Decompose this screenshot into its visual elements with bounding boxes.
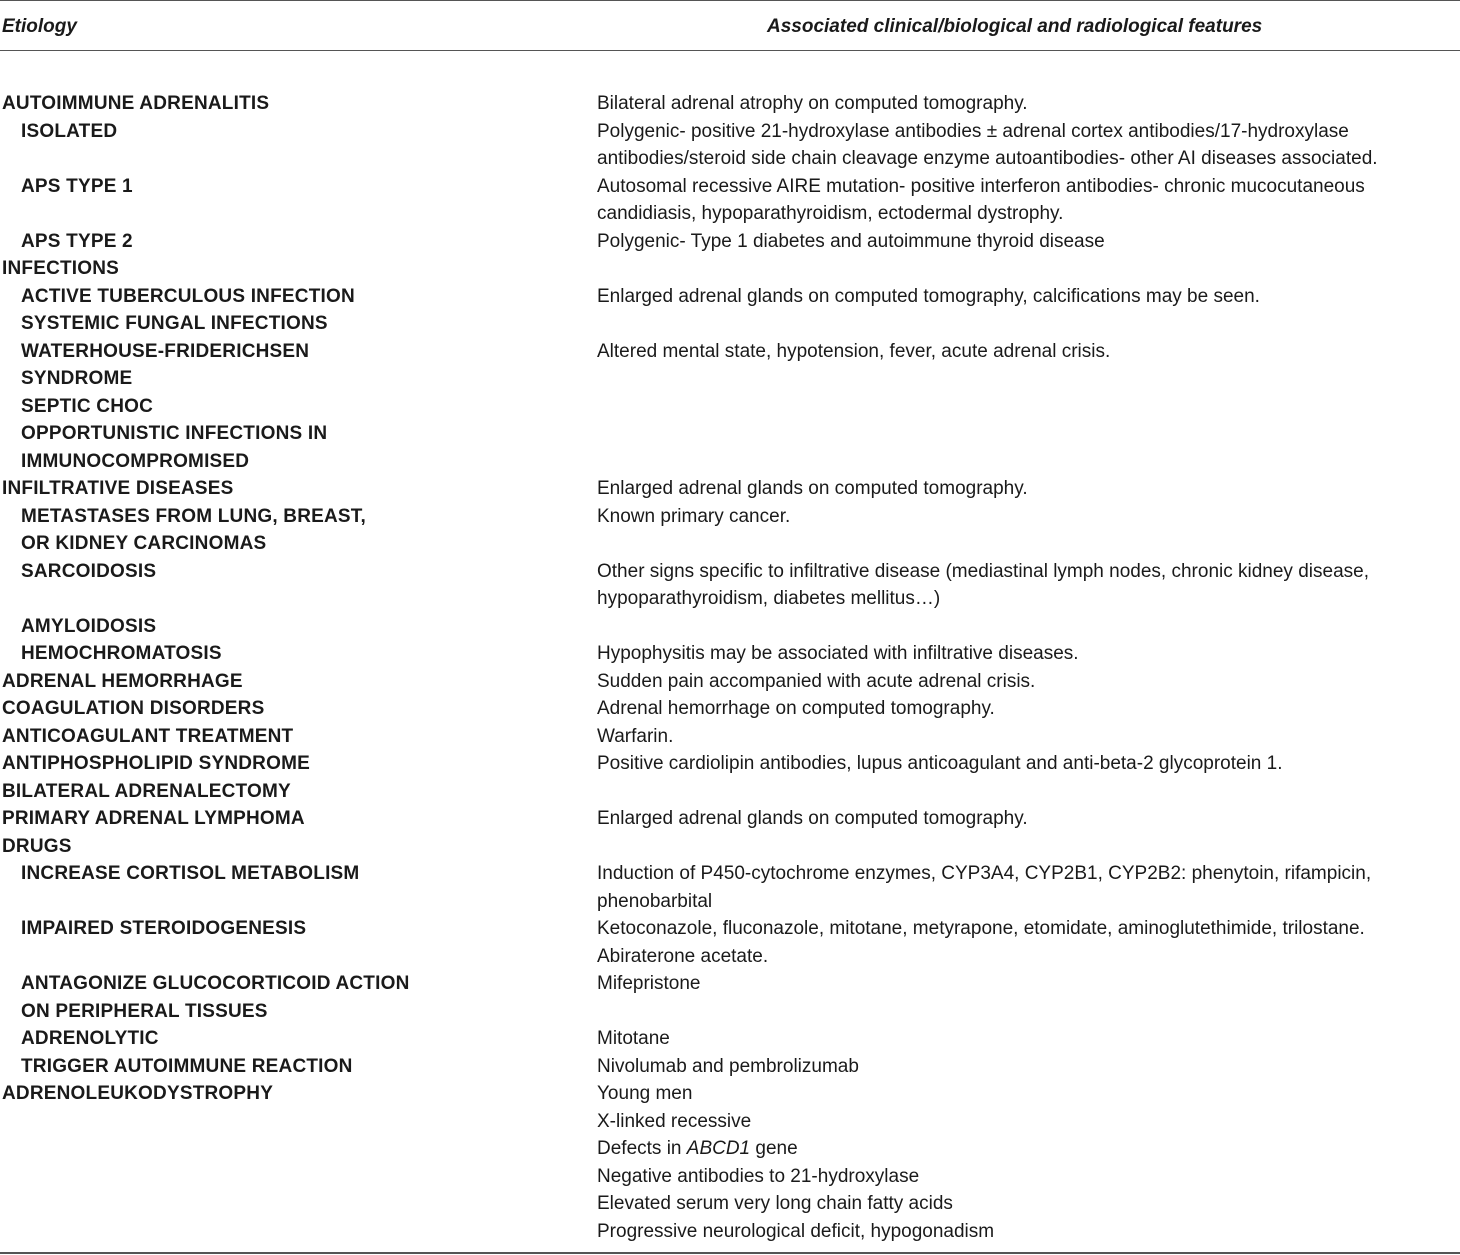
gene-name: ABCD1 <box>686 1138 751 1159</box>
etiology-cell <box>2 695 562 723</box>
etiology-text: SEPTIC CHOC <box>21 395 154 417</box>
etiology-cell <box>21 173 471 201</box>
features-cell <box>597 90 1447 118</box>
column-header-etiology: Etiology <box>2 16 77 37</box>
etiology-cell <box>2 668 562 696</box>
etiology-cell <box>21 338 471 393</box>
feature-text: Warfarin. <box>597 725 674 747</box>
etiology-cell <box>21 640 471 668</box>
feature-text: Ketoconazole, fluconazole, mitotane, metyrapone, etomidate, aminoglutethimide, trilostane. <box>597 918 1365 939</box>
feature-text: Negative antibodies to 21-hydroxylase <box>597 1165 920 1187</box>
features-cell <box>597 723 1447 751</box>
etiology-text: APS TYPE 1 <box>21 175 133 197</box>
features-cell <box>597 173 1447 228</box>
etiology-text: SARCOIDOSIS <box>21 560 157 582</box>
etiology-text: METASTASES FROM LUNG, BREAST, <box>21 505 366 527</box>
table-row <box>0 668 1460 696</box>
table-row <box>0 255 1460 283</box>
features-cell <box>597 283 1447 311</box>
etiology-text: ISOLATED <box>21 120 118 142</box>
table-row <box>0 90 1460 118</box>
etiology-text: ANTICOAGULANT TREATMENT <box>2 725 294 747</box>
header-rule <box>0 50 1460 51</box>
etiology-text: OR KIDNEY CARCINOMAS <box>21 533 267 554</box>
feature-text: antibodies/steroid side chain cleavage enzyme autoantibodies- other AI diseases associated. <box>597 148 1378 169</box>
table-row <box>0 778 1460 806</box>
table-row <box>0 558 1460 613</box>
etiology-cell <box>21 1053 471 1081</box>
etiology-text: HEMOCHROMATOSIS <box>21 643 222 664</box>
table-row <box>0 1080 1460 1245</box>
etiology-text: SYNDROME <box>21 368 133 389</box>
table-row <box>0 228 1460 256</box>
features-cell <box>597 970 1447 998</box>
feature-text: Young men <box>597 1083 693 1104</box>
table-row <box>0 503 1460 558</box>
feature-text: Adrenal hemorrhage on computed tomography. <box>597 698 995 719</box>
features-cell <box>597 558 1447 613</box>
table-row <box>0 475 1460 503</box>
etiology-cell <box>21 393 471 421</box>
table-row <box>0 173 1460 228</box>
etiology-text: ON PERIPHERAL TISSUES <box>21 1000 268 1022</box>
feature-text: Autosomal recessive AIRE mutation- positive interferon antibodies- chronic mucocutaneous <box>597 175 1365 197</box>
etiology-cell <box>21 283 471 311</box>
bottom-rule <box>0 1252 1460 1254</box>
etiology-cell <box>2 833 562 861</box>
etiology-cell <box>2 475 562 503</box>
features-cell <box>597 228 1447 256</box>
etiology-text: AUTOIMMUNE ADRENALITIS <box>2 93 270 114</box>
etiology-cell <box>21 613 471 641</box>
feature-text: Polygenic- positive 21-hydroxylase antibodies ± adrenal cortex antibodies/17-hydroxylase <box>597 120 1349 142</box>
features-cell <box>597 695 1447 723</box>
features-cell <box>597 750 1447 778</box>
feature-text: Positive cardiolipin antibodies, lupus anticoagulant and anti-beta-2 glycoprotein 1. <box>597 753 1283 774</box>
table-row <box>0 640 1460 668</box>
features-cell <box>597 503 1447 531</box>
features-cell <box>597 1080 1447 1245</box>
features-cell <box>597 338 1447 366</box>
etiology-text: PRIMARY ADRENAL LYMPHOMA <box>2 808 305 829</box>
table-row <box>0 1053 1460 1081</box>
feature-text: Known primary cancer. <box>597 505 791 527</box>
table-row <box>0 310 1460 338</box>
table-row <box>0 833 1460 861</box>
features-cell <box>597 805 1447 833</box>
etiology-cell <box>21 558 471 586</box>
etiology-text: INFILTRATIVE DISEASES <box>2 478 234 499</box>
features-cell <box>597 475 1447 503</box>
table-row <box>0 805 1460 833</box>
feature-text: Mifepristone <box>597 973 701 994</box>
etiology-cell <box>2 90 562 118</box>
table-row <box>0 970 1460 1025</box>
etiology-text: ADRENOLYTIC <box>21 1028 159 1049</box>
etiology-text: DRUGS <box>2 835 72 857</box>
table-row <box>0 393 1460 421</box>
table-row <box>0 420 1460 475</box>
feature-text: Defects in ABCD1 gene <box>597 1138 798 1159</box>
etiology-cell <box>21 228 471 256</box>
etiology-cell <box>21 915 471 943</box>
feature-text: Abiraterone acetate. <box>597 945 769 967</box>
features-cell <box>597 1053 1447 1081</box>
feature-text: X-linked recessive <box>597 1110 752 1132</box>
feature-text: Nivolumab and pembrolizumab <box>597 1055 859 1077</box>
table-row <box>0 723 1460 751</box>
etiology-text: IMPAIRED STEROIDOGENESIS <box>21 918 307 939</box>
etiology-text: IMMUNOCOMPROMISED <box>21 450 250 472</box>
etiology-text: APS TYPE 2 <box>21 230 133 252</box>
etiology-cell <box>21 1025 471 1053</box>
table-row <box>0 283 1460 311</box>
column-header-features: Associated clinical/biological and radiological features <box>767 16 1263 37</box>
etiology-cell <box>2 723 562 751</box>
features-cell <box>597 860 1447 915</box>
feature-text: Hypophysitis may be associated with infiltrative diseases. <box>597 643 1079 664</box>
etiology-text: INFECTIONS <box>2 258 120 279</box>
table-row <box>0 118 1460 173</box>
table-row <box>0 1025 1460 1053</box>
feature-text: Bilateral adrenal atrophy on computed tomography. <box>597 93 1028 114</box>
table-row <box>0 613 1460 641</box>
etiology-text: OPPORTUNISTIC INFECTIONS IN <box>21 423 328 444</box>
etiology-cell <box>2 1080 562 1108</box>
etiology-cell <box>21 970 471 1025</box>
feature-text: Enlarged adrenal glands on computed tomography. <box>597 478 1028 499</box>
features-cell <box>597 1025 1447 1053</box>
table-row <box>0 338 1460 393</box>
etiology-text: SYSTEMIC FUNGAL INFECTIONS <box>21 313 328 334</box>
table-row <box>0 695 1460 723</box>
etiology-text: BILATERAL ADRENALECTOMY <box>2 780 291 802</box>
features-cell <box>597 118 1447 173</box>
etiology-cell <box>21 503 471 558</box>
etiology-cell <box>2 778 562 806</box>
etiology-cell <box>21 860 471 888</box>
table-row <box>0 915 1460 970</box>
feature-text: Enlarged adrenal glands on computed tomography. <box>597 808 1028 829</box>
etiology-text: ANTAGONIZE GLUCOCORTICOID ACTION <box>21 973 410 994</box>
etiology-cell <box>2 750 562 778</box>
table-row <box>0 750 1460 778</box>
etiology-text: ACTIVE TUBERCULOUS INFECTION <box>21 285 355 307</box>
feature-text: Polygenic- Type 1 diabetes and autoimmune thyroid disease <box>597 230 1105 252</box>
etiology-cell <box>2 805 562 833</box>
etiology-cell <box>21 310 471 338</box>
etiology-cell <box>21 118 471 146</box>
feature-text: Other signs specific to infiltrative disease (mediastinal lymph nodes, chronic kidney disease, <box>597 560 1369 582</box>
etiology-text: WATERHOUSE-FRIDERICHSEN <box>21 340 310 362</box>
etiology-text: ADRENAL HEMORRHAGE <box>2 670 243 692</box>
feature-text: Progressive neurological deficit, hypogonadism <box>597 1220 995 1242</box>
feature-text: candidiasis, hypoparathyroidism, ectodermal dystrophy. <box>597 203 1064 224</box>
features-cell <box>597 915 1447 970</box>
etiology-text: COAGULATION DISORDERS <box>2 698 265 719</box>
feature-text: hypoparathyroidism, diabetes mellitus…) <box>597 588 941 609</box>
etiology-text: AMYLOIDOSIS <box>21 615 157 637</box>
etiology-text: ANTIPHOSPHOLIPID SYNDROME <box>2 753 310 774</box>
feature-text: Sudden pain accompanied with acute adrenal crisis. <box>597 670 1036 692</box>
feature-text: Altered mental state, hypotension, fever, acute adrenal crisis. <box>597 340 1111 362</box>
feature-text: Elevated serum very long chain fatty acids <box>597 1193 953 1214</box>
etiology-cell <box>21 420 471 475</box>
etiology-cell <box>2 255 562 283</box>
feature-text: Induction of P450-cytochrome enzymes, CYP3A4, CYP2B1, CYP2B2: phenytoin, rifampicin, <box>597 863 1372 884</box>
features-cell <box>597 640 1447 668</box>
table-row <box>0 860 1460 915</box>
features-cell <box>597 668 1447 696</box>
feature-text: Enlarged adrenal glands on computed tomography, calcifications may be seen. <box>597 285 1260 307</box>
etiology-text: TRIGGER AUTOIMMUNE REACTION <box>21 1055 353 1077</box>
feature-text: phenobarbital <box>597 890 713 912</box>
etiology-text: ADRENOLEUKODYSTROPHY <box>2 1083 274 1104</box>
feature-text: Mitotane <box>597 1028 670 1049</box>
table-body <box>0 90 1460 1245</box>
top-rule <box>0 0 1460 1</box>
etiology-text: INCREASE CORTISOL METABOLISM <box>21 863 360 884</box>
